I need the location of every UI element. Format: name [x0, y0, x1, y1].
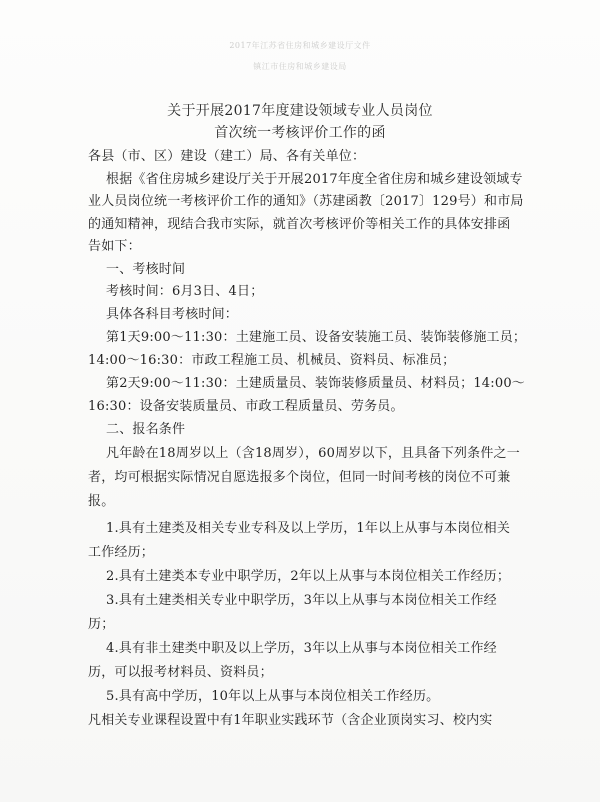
condition-5: 5.具有高中学历，10年以上从事与本岗位相关工作经历。	[106, 689, 440, 704]
subjects-intro: 具体各科目考核时间：	[106, 307, 239, 322]
condition-1-line-2: 工作经历；	[88, 545, 155, 560]
section1-heading: 一、考核时间	[106, 262, 186, 277]
day1-line-2: 14:00～16:30：市政工程施工员、机械员、资料员、标准员；	[88, 353, 456, 368]
day1-line-1: 第1天9:00～11:30：土建施工员、设备安装施工员、装饰装修施工员；	[106, 330, 527, 345]
intro-line-1: 根据《省住房城乡建设厅关于开展2017年度全省住房和城乡建设领域专	[106, 172, 523, 187]
section2-intro-line-3: 报。	[88, 494, 115, 509]
intro-line-2: 业人员岗位统一考核评价工作的通知》（苏建函教〔2017〕129号）和市局	[88, 194, 524, 209]
section2-trailing-line: 凡相关专业课程设置中有1年职业实践环节（含企业顶岗实习、校内实	[88, 713, 493, 728]
intro-line-3: 的通知精神，现结合我市实际，就首次考核评价等相关工作的具体安排函	[88, 217, 511, 232]
condition-3-line-1: 3.具有土建类相关专业中职学历，3年以上从事与本岗位相关工作经	[106, 593, 497, 608]
exam-time: 考核时间：6月3日、4日；	[106, 284, 264, 299]
faint-header-line-2: 镇江市住房和城乡建设局	[253, 62, 347, 71]
faint-header-line-1: 2017年江苏省住房和城乡建设厅文件	[229, 41, 371, 50]
intro-line-4: 告如下：	[88, 239, 141, 254]
condition-4-line-2: 历，可以报考材料员、资料员；	[88, 665, 273, 680]
day2-line-2: 16:30：设备安装质量员、市政工程质量员、劳务员。	[88, 399, 404, 414]
day2-line-1: 第2天9:00～11:30：土建质量员、装饰装修质量员、材料员；14:00～	[106, 376, 525, 391]
document-title-line-1: 关于开展2017年度建设领域专业人员岗位	[167, 103, 433, 119]
condition-2: 2.具有土建类本专业中职学历，2年以上从事与本岗位相关工作经历；	[106, 569, 511, 584]
condition-3-line-2: 历；	[88, 617, 115, 632]
condition-4-line-1: 4.具有非土建类中职及以上学历，3年以上从事与本岗位相关工作经	[106, 641, 497, 656]
section2-intro-line-2: 者，均可根据实际情况自愿选报多个岗位，但同一时间考核的岗位不可兼	[88, 470, 511, 485]
condition-1-line-1: 1.具有土建类及相关专业专科及以上学历，1年以上从事与本岗位相关	[106, 521, 511, 536]
salutation: 各县（市、区）建设（建工）局、各有关单位：	[88, 149, 366, 164]
section2-intro-line-1: 凡年龄在18周岁以上（含18周岁），60周岁以下，且具备下列条件之一	[106, 446, 520, 461]
document-title-line-2: 首次统一考核评价工作的函	[214, 125, 386, 141]
section2-heading: 二、报名条件	[106, 422, 186, 437]
